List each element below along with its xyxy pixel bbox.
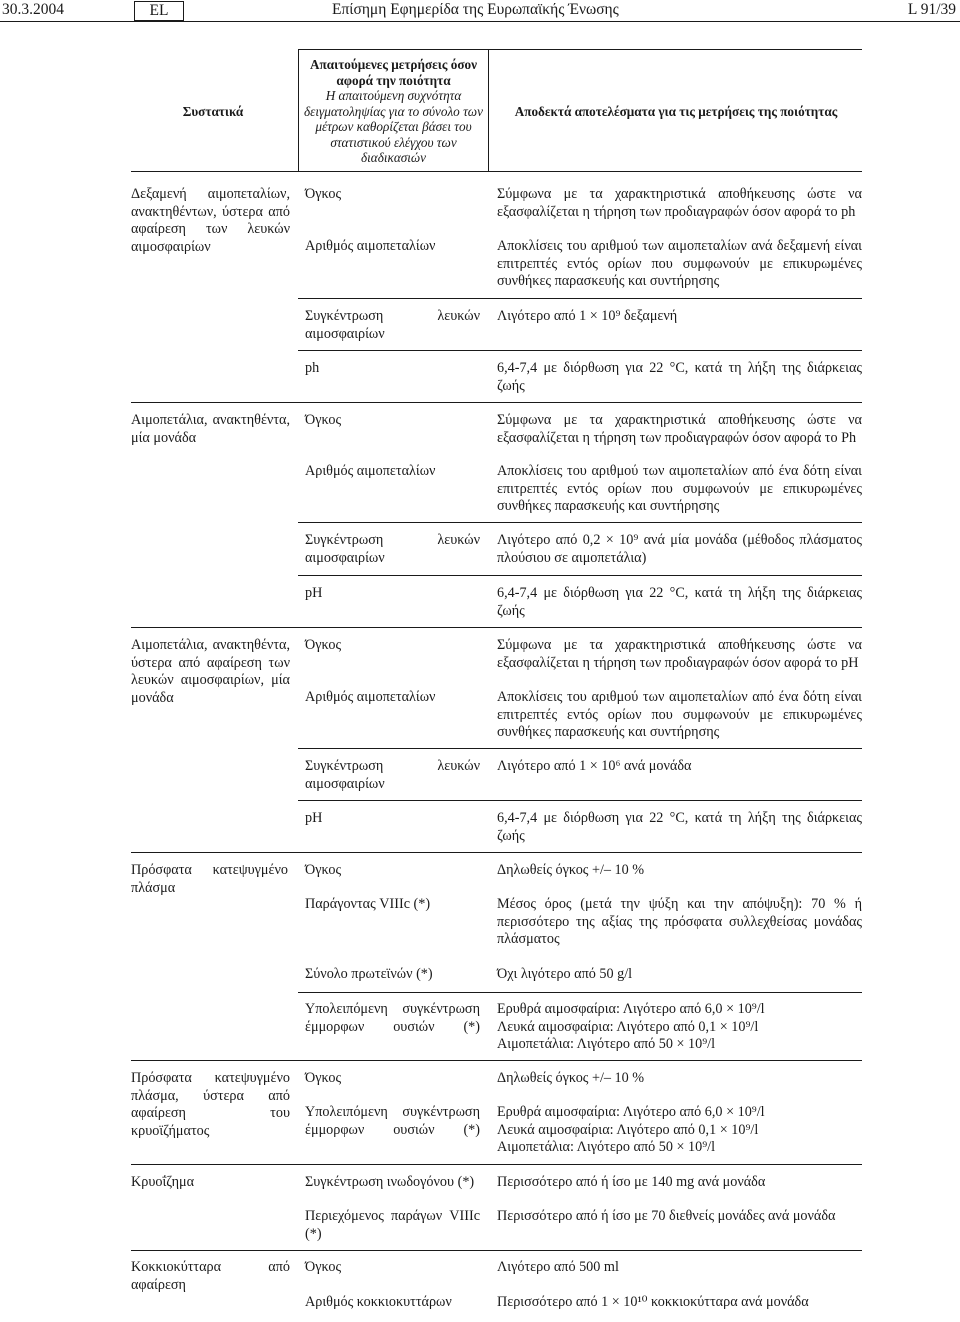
component-platelets-single-unit: Αιμοπετάλια, ανακτηθέντα, μία μονάδα <box>131 412 290 446</box>
measure-residual-cells: Υπολειπόμενη συγκέντρωση έμμορφων ουσιών (*) <box>305 1001 480 1035</box>
column-header-results: Αποδεκτά αποτελέσματα για τις μετρήσεις της ποιότητας <box>514 104 838 119</box>
component-fresh-frozen-plasma: Πρόσφατα κατεψυγμένο πλάσμα <box>131 862 288 896</box>
group-rule <box>131 1250 862 1251</box>
page-header <box>0 0 960 22</box>
result-line-red-cells: Ερυθρά αιμοσφαίρια: Λιγότερο από 6,0 × 10⁹/l <box>497 1104 765 1120</box>
group-rule <box>131 1164 862 1165</box>
row-rule <box>298 350 862 351</box>
group-rule <box>131 402 862 403</box>
row-rule <box>298 748 862 749</box>
result-leukocyte-concentration: Λιγότερο από 1 × 10⁹ δεξαμενή <box>497 308 678 324</box>
language-code-box: EL <box>134 1 184 21</box>
measure-leukocyte-concentration: Συγκέντρωση λευκών αιμοσφαιρίων <box>305 308 480 342</box>
result-granulocyte-count: Περισσότερο από 1 × 10¹⁰ κοκκιοκύτταρα ανά μονάδα <box>497 1294 809 1310</box>
measure-volume: Όγκος <box>305 1259 342 1275</box>
measure-residual-cells: Υπολειπόμενη συγκέντρωση έμμορφων ουσιών (*) <box>305 1104 480 1138</box>
result-ph: 6,4-7,4 με διόρθωση για 22 °C, κατά τη λήξη της διάρκειας ζωής <box>497 360 862 394</box>
measure-ph: pH <box>305 810 323 826</box>
header-column-divider-left <box>298 49 299 171</box>
result-volume: Δηλωθείς όγκος +/– 10 % <box>497 1070 645 1086</box>
result-volume: Λιγότερο από 500 ml <box>497 1259 619 1275</box>
measure-factor-viiic: Παράγοντας VIIIc (*) <box>305 896 431 912</box>
column-header-measurements-note: Η απαιτούμενη συχνότητα δειγματοληψίας για το σύνολο των μέτρων καθορίζεται βάσει του στατιστικού ελέγχου των διαδικασιών <box>304 88 483 165</box>
measure-volume: Όγκος <box>305 186 342 202</box>
result-fibrinogen: Περισσότερο από ή ίσο με 140 mg ανά μονάδα <box>497 1174 766 1190</box>
result-residual-cells <box>497 1104 862 1157</box>
header-divider <box>0 21 960 22</box>
journal-title: Επίσημη Εφημερίδα της Ευρωπαϊκής Ένωσης <box>332 1 619 18</box>
result-line-red-cells: Ερυθρά αιμοσφαίρια: Λιγότερο από 6,0 × 10⁹/l <box>497 1001 765 1017</box>
component-platelets-leukodepleted: Αιμοπετάλια, ανακτηθέντα, ύστερα από αφαίρεση των λευκών αιμοσφαιρίων, μία μονάδα <box>131 637 290 706</box>
measure-ph: pH <box>305 585 323 601</box>
measure-leukocyte-concentration: Συγκέντρωση λευκών αιμοσφαιρίων <box>305 532 480 566</box>
result-platelet-count: Αποκλίσεις του αριθμού των αιμοπεταλίων από ένα δότη είναι επιτρεπτές εντός ορίων που συμφωνούν με επικυρωμένες συνθήκες παρασκευής και συντήρησης <box>497 463 862 514</box>
result-leukocyte-concentration: Λιγότερο από 0,2 × 10⁹ ανά μία μονάδα (μέθοδος πλάσματος πλούσιου σε αιμοπετάλια) <box>497 532 862 566</box>
measure-platelet-count: Αριθμός αιμοπεταλίων <box>305 463 436 479</box>
row-rule <box>298 298 862 299</box>
group-rule <box>131 1060 862 1061</box>
measure-granulocyte-count: Αριθμός κοκκιοκυττάρων <box>305 1294 452 1310</box>
measure-leukocyte-concentration: Συγκέντρωση λευκών αιμοσφαιρίων <box>305 758 480 792</box>
result-line-white-cells: Λευκά αιμοσφαίρια: Λιγότερο από 0,1 × 10⁹/l <box>497 1018 759 1035</box>
result-platelet-count: Αποκλίσεις του αριθμού των αιμοπεταλίων από ένα δότη είναι επιτρεπτές εντός ορίων που συμφωνούν με επικυρωμένες συνθήκες παρασκευής και συντήρησης <box>497 689 862 740</box>
measure-volume: Όγκος <box>305 412 342 428</box>
table-top-rule <box>298 49 862 50</box>
result-volume: Σύμφωνα με τα χαρακτηριστικά αποθήκευσης ώστε να εξασφαλίζεται η τήρηση των προδιαγραφών όσον αφορά το pH <box>497 637 862 671</box>
measure-platelet-count: Αριθμός αιμοπεταλίων <box>305 689 436 705</box>
measure-platelet-count: Αριθμός αιμοπεταλίων <box>305 238 436 254</box>
group-rule <box>131 852 862 853</box>
result-volume: Σύμφωνα με τα χαρακτηριστικά αποθήκευσης ώστε να εξασφαλίζεται η τήρηση των προδιαγραφών όσον αφορά το Ph <box>497 412 862 446</box>
row-rule <box>298 575 862 576</box>
header-column-divider-right <box>488 49 489 171</box>
result-ph: 6,4-7,4 με διόρθωση για 22 °C, κατά τη λήξη της διάρκειας ζωής <box>497 585 862 619</box>
result-factor-viiic-content: Περισσότερο από ή ίσο με 70 διεθνείς μονάδες ανά μονάδα <box>497 1208 836 1224</box>
column-header-measurements <box>302 57 485 166</box>
component-granulocytes-apheresis: Κοκκιοκύτταρα από αφαίρεση <box>131 1259 290 1293</box>
measure-ph: ph <box>305 360 320 376</box>
result-total-protein: Όχι λιγότερο από 50 g/l <box>497 966 633 982</box>
result-line-platelets: Αιμοπετάλια: Λιγότερο από 50 × 10⁹/l <box>497 1036 716 1052</box>
component-plasma-cryo-depleted: Πρόσφατα κατεψυγμένο πλάσμα, ύστερα από αφαίρεση του κρυοϊζήματος <box>131 1070 290 1139</box>
result-ph: 6,4-7,4 με διόρθωση για 22 °C, κατά τη λήξη της διάρκειας ζωής <box>497 810 862 844</box>
measure-factor-viiic-content: Περιεχόμενος παράγων VIIIc (*) <box>305 1208 480 1242</box>
row-rule <box>298 522 862 523</box>
component-platelet-pool: Δεξαμενή αιμοπεταλίων, ανακτηθέντων, ύστερα από αφαίρεση των λευκών αιμοσφαιρίων <box>131 186 290 255</box>
measure-fibrinogen: Συγκέντρωση ινωδογόνου (*) <box>305 1174 475 1190</box>
table-header-rule <box>131 171 862 172</box>
row-rule <box>298 992 862 993</box>
result-line-platelets: Αιμοπετάλια: Λιγότερο από 50 × 10⁹/l <box>497 1139 716 1155</box>
result-platelet-count: Αποκλίσεις του αριθμού των αιμοπεταλίων ανά δεξαμενή είναι επιτρεπτές εντός ορίων που συμφωνούν με επικυρωμένες συνθήκες παρασκευής και συντήρησης <box>497 238 862 289</box>
result-volume: Σύμφωνα με τα χαρακτηριστικά αποθήκευσης ώστε να εξασφαλίζεται η τήρηση των προδιαγραφών όσον αφορά το ph <box>497 186 862 220</box>
column-header-measurements-title: Απαιτούμενες μετρήσεις όσον αφορά την ποιότητα <box>310 57 477 88</box>
component-cryoprecipitate: Κρυοΐζημα <box>131 1174 195 1190</box>
measure-total-protein: Σύνολο πρωτεϊνών (*) <box>305 966 433 982</box>
result-line-white-cells: Λευκά αιμοσφαίρια: Λιγότερο από 0,1 × 10⁹/l <box>497 1121 759 1138</box>
page-number: L 91/39 <box>907 1 956 18</box>
column-header-components: Συστατικά <box>182 104 244 119</box>
publication-date: 30.3.2004 <box>2 1 64 18</box>
measure-volume: Όγκος <box>305 1070 342 1086</box>
row-rule <box>298 800 862 801</box>
measure-volume: Όγκος <box>305 862 342 878</box>
result-volume: Δηλωθείς όγκος +/– 10 % <box>497 862 645 878</box>
result-leukocyte-concentration: Λιγότερο από 1 × 10⁶ ανά μονάδα <box>497 758 692 774</box>
result-factor-viiic: Μέσος όρος (μετά την ψύξη και την απόψυξη): 70 % ή περισσότερο της αξίας της πρόσφατα συλλεχθείσας μονάδας πλάσματος <box>497 896 862 947</box>
result-residual-cells <box>497 1001 862 1054</box>
group-rule <box>131 627 862 628</box>
measure-volume: Όγκος <box>305 637 342 653</box>
